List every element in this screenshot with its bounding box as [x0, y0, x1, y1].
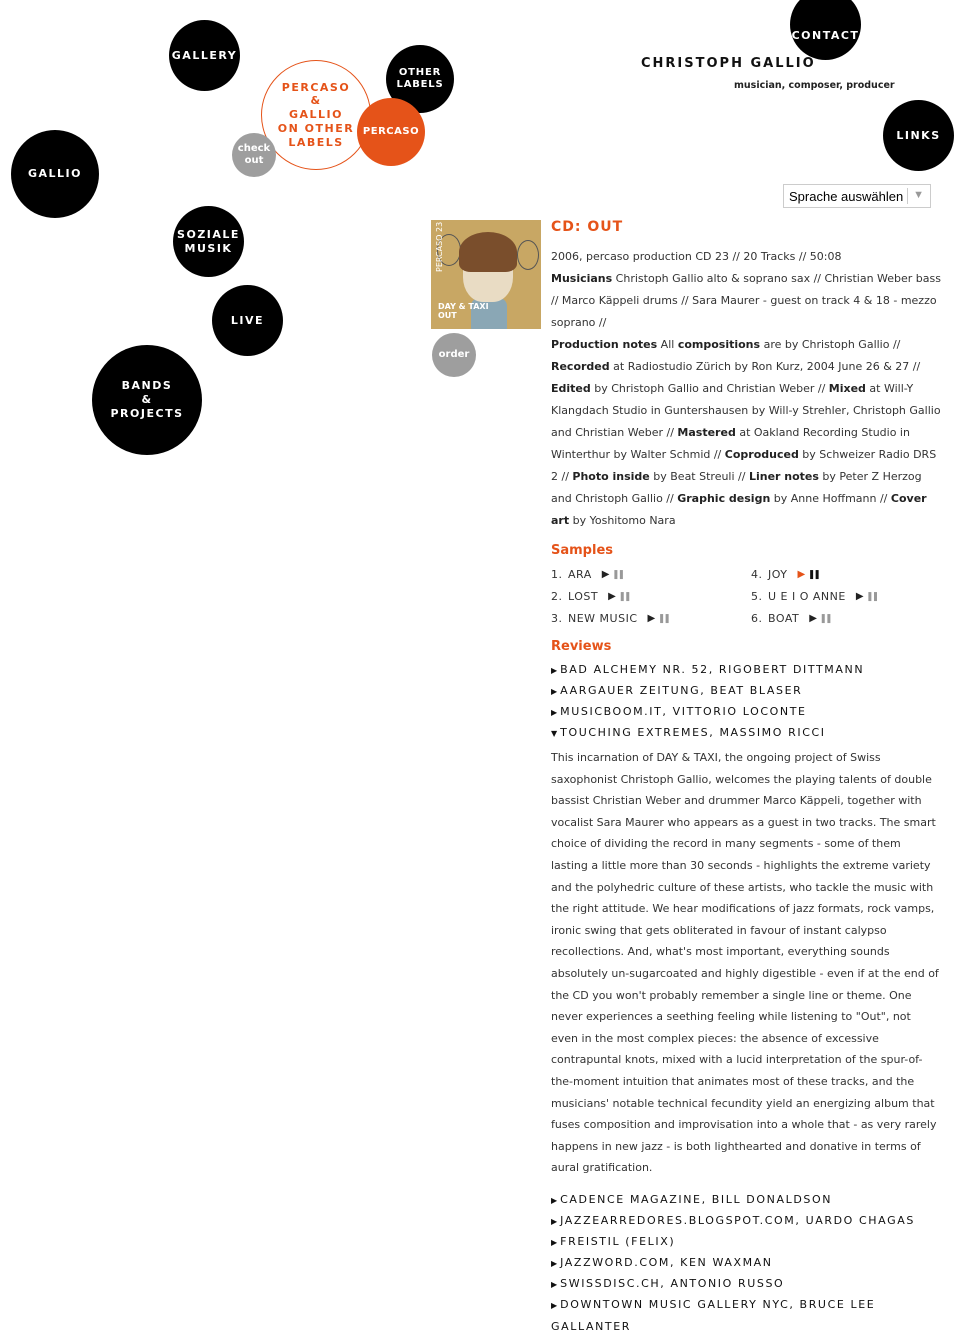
sample-title: NEW MUSIC [568, 612, 638, 625]
language-select-value: Sprache auswählen [789, 188, 904, 204]
nav-links-label: LINKS [896, 128, 941, 142]
review-toggle-open[interactable] [551, 722, 941, 743]
review-toggle[interactable] [551, 1189, 941, 1210]
sample-number: 4. [751, 568, 763, 581]
sample-item [551, 564, 751, 586]
nav-bands-projects-label: BANDS & PROJECTS [110, 379, 184, 420]
play-icon[interactable]: ▶ [797, 569, 806, 580]
sample-item [751, 586, 941, 608]
triangle-right-icon: ▶ [551, 1279, 558, 1289]
sample-title: JOY [768, 568, 788, 581]
nav-percaso[interactable] [357, 98, 425, 166]
select-divider [907, 188, 908, 204]
nav-bands-projects[interactable] [92, 345, 202, 455]
chevron-down-icon: ▼ [913, 189, 924, 201]
mastered-label: Mastered [677, 426, 736, 439]
triangle-right-icon: ▶ [551, 1195, 558, 1205]
sample-number: 2. [551, 590, 563, 603]
nav-other-labels-label: OTHER LABELS [396, 66, 444, 90]
graphic-design-label: Graphic design [677, 492, 771, 505]
review-toggle[interactable] [551, 1210, 941, 1231]
review-toggle[interactable] [551, 680, 941, 701]
pause-icon[interactable]: ❚❚ [618, 592, 630, 602]
samples-heading: Samples [551, 543, 613, 558]
nav-soziale-musik-label: SOZIALE MUSIK [177, 227, 240, 255]
notes-text: by Anne Hoffmann // [770, 492, 891, 505]
sample-number: 5. [751, 590, 763, 603]
cd-content [551, 218, 941, 1333]
sample-item [751, 564, 941, 586]
triangle-right-icon: ▶ [551, 687, 558, 696]
review-title: JAZZWORD.COM, KEN WAXMAN [560, 1255, 773, 1269]
notes-text: at Radiostudio Zürich by Ron Kurz, 2004 June 26 & 27 // [609, 360, 921, 373]
triangle-right-icon: ▶ [551, 1300, 558, 1310]
review-title: BAD ALCHEMY NR. 52, RIGOBERT DITTMANN [560, 663, 865, 676]
notes-text: are by Christoph Gallio // [760, 338, 901, 351]
notes-text: by Beat Streuli // [649, 470, 749, 483]
review-title: MUSICBOOM.IT, VITTORIO LOCONTE [560, 705, 807, 718]
nav-gallio-label: GALLIO [27, 167, 82, 181]
triangle-right-icon: ▶ [551, 1216, 558, 1226]
album-cover [431, 220, 541, 329]
site-title: CHRISTOPH GALLIO [641, 56, 816, 71]
triangle-right-icon: ▶ [551, 708, 558, 717]
review-toggle[interactable] [551, 659, 941, 680]
review-title: SWISSDISC.CH, ANTONIO RUSSO [560, 1276, 785, 1290]
cd-meta: 2006, percaso production CD 23 // 20 Tracks // 50:08 [551, 250, 842, 263]
pause-icon[interactable]: ❚❚ [807, 570, 819, 580]
photo-label: Photo inside [572, 470, 650, 483]
pause-icon[interactable]: ❚❚ [611, 570, 624, 580]
cover-band: DAY & TAXI [438, 302, 489, 312]
production-notes-label: Production notes [551, 338, 658, 351]
play-icon[interactable]: ▶ [855, 591, 865, 602]
sample-item [751, 608, 941, 630]
nav-contact[interactable] [790, 0, 861, 60]
sample-title: BOAT [768, 612, 800, 625]
compositions-label: compositions [677, 338, 761, 351]
play-icon[interactable]: ▶ [809, 613, 818, 624]
cd-title: CD: OUT [551, 219, 624, 235]
cover-side-label: PERCASO 23 [435, 221, 444, 272]
triangle-right-icon: ▶ [551, 666, 558, 675]
cover-figure-hair [459, 232, 517, 272]
review-toggle[interactable] [551, 1294, 941, 1333]
review-toggle[interactable] [551, 1231, 941, 1252]
notes-text: at Oakland Recording Studio in Winterthur by Walter Schmid // [551, 426, 910, 461]
sample-number: 6. [751, 612, 763, 625]
play-icon[interactable]: ▶ [601, 569, 610, 580]
mixed-label: Mixed [828, 382, 866, 395]
site-subtitle: musician, composer, producer [734, 80, 895, 91]
sample-title: LOST [568, 590, 599, 603]
order-button[interactable] [432, 333, 476, 377]
notes-text: at Will-Y Klangdach Studio in Guntershausen by Will-y Strehler, Christoph Gallio and Christian Weber // [551, 382, 941, 439]
play-icon[interactable]: ▶ [608, 591, 617, 602]
reviews-list [551, 659, 941, 1333]
pause-icon[interactable]: ❚❚ [657, 614, 669, 624]
triangle-right-icon: ▶ [551, 1237, 558, 1247]
review-title: JAZZEARREDORES.BLOGSPOT.COM, UARDO CHAGAS [560, 1213, 915, 1227]
triangle-down-icon: ▼ [551, 729, 558, 738]
sample-number: 1. [551, 568, 563, 581]
liner-notes-label: Liner notes [748, 470, 819, 483]
notes-text: by Schweizer Radio DRS 2 // [551, 448, 937, 483]
language-select[interactable] [783, 184, 931, 208]
nav-soziale-musik[interactable] [173, 206, 244, 277]
cover-title-label [438, 303, 489, 321]
pause-icon[interactable]: ❚❚ [866, 592, 878, 602]
review-title: CADENCE MAGAZINE, BILL DONALDSON [560, 1192, 833, 1206]
sample-title: ARA [568, 568, 592, 581]
nav-contact-label: CONTACT [791, 28, 860, 42]
sample-item [551, 586, 751, 608]
notes-text: by Peter Z Herzog and Christoph Gallio // [551, 470, 922, 505]
musicians-text: Christoph Gallio alto & soprano sax // Christian Weber bass // Marco Käppeli drums // Sara Maurer - guest on track 4 & 18 - mezzo soprano // [551, 272, 941, 329]
triangle-right-icon: ▶ [551, 1258, 558, 1268]
nav-percaso-label: PERCASO [362, 125, 420, 137]
review-text: This incarnation of DAY & TAXI, the ongoing project of Swiss saxophonist Christoph Gallio, welcomes the playing talents of double bassist Christian Weber and drummer Marco Käppeli, together with vocalist Sara Maurer who appears as a guest in two tracks. The smart choice of dividing the record in many segments - some of them lasting a little more than 30 seconds - highlights the extreme variety and the polyhedric culture of these artists, who tackle the music with the right attitude. We hear modifications of jazz formats, rock vamps, ironic swing that gets obliterated in favour of instant calypso recollections. And, what's most important, everything sounds absolutely un-sugarcoated and highly digestible - even if at the end of the CD you won't probably remember a single line or theme. One never experiences a seething feeling while listening to "Out", not even in the most complex pieces: the absence of excessive contrapuntal knots, mixed with a lucid interpretation of the spur-of-the-moment intuition that animates most of these tracks, and the musicians' notable technical fecundity yield an energizing album that fuses composition and improvisation into a whole that - as very rarely happens in new jazz - is both lighthearted and donative in terms of aural gratification. [551, 751, 939, 1175]
review-title: FREISTIL (FELIX) [560, 1234, 676, 1248]
coproduced-label: Coproduced [724, 448, 799, 461]
order-button-label: order [438, 348, 470, 360]
notes-text: by Yoshitomo Nara [569, 514, 676, 527]
musicians-label: Musicians [551, 272, 613, 285]
notes-text: All [657, 338, 678, 351]
review-toggle[interactable] [551, 1273, 941, 1294]
sample-item [551, 608, 751, 630]
cover-speech-bubble [517, 240, 539, 270]
samples-list [551, 564, 941, 630]
sample-number: 3. [551, 612, 563, 625]
reviews-heading: Reviews [551, 639, 612, 654]
nav-gallio[interactable] [11, 130, 99, 218]
review-title: DOWNTOWN MUSIC GALLERY NYC, BRUCE LEE GALLANTER [551, 1297, 876, 1333]
cover-album: OUT [438, 311, 457, 321]
recorded-label: Recorded [551, 360, 610, 373]
nav-gallery[interactable] [169, 20, 240, 91]
review-title: TOUCHING EXTREMES, MASSIMO RICCI [560, 726, 826, 739]
pause-icon[interactable]: ❚❚ [819, 614, 831, 624]
nav-live[interactable] [212, 285, 283, 356]
nav-check-out[interactable] [232, 133, 276, 177]
cd-credits [551, 268, 941, 532]
nav-links[interactable] [883, 100, 954, 171]
review-toggle[interactable] [551, 701, 941, 722]
cover-art-label: Cover art [551, 492, 927, 527]
nav-live-label: LIVE [230, 313, 265, 327]
nav-gallery-label: GALLERY [171, 48, 238, 62]
nav-check-out-label: check out [237, 142, 271, 166]
edited-label: Edited [551, 382, 591, 395]
nav-percaso-gallio-label: PERCASO & GALLIO ON OTHER LABELS [277, 80, 355, 149]
review-title: AARGAUER ZEITUNG, BEAT BLASER [560, 684, 803, 697]
nav-percaso-gallio-other-labels[interactable] [261, 60, 371, 170]
sample-title: U E I O ANNE [768, 590, 846, 603]
review-toggle[interactable] [551, 1252, 941, 1273]
notes-text: by Christoph Gallio and Christian Weber // [590, 382, 829, 395]
play-icon[interactable]: ▶ [647, 613, 656, 624]
